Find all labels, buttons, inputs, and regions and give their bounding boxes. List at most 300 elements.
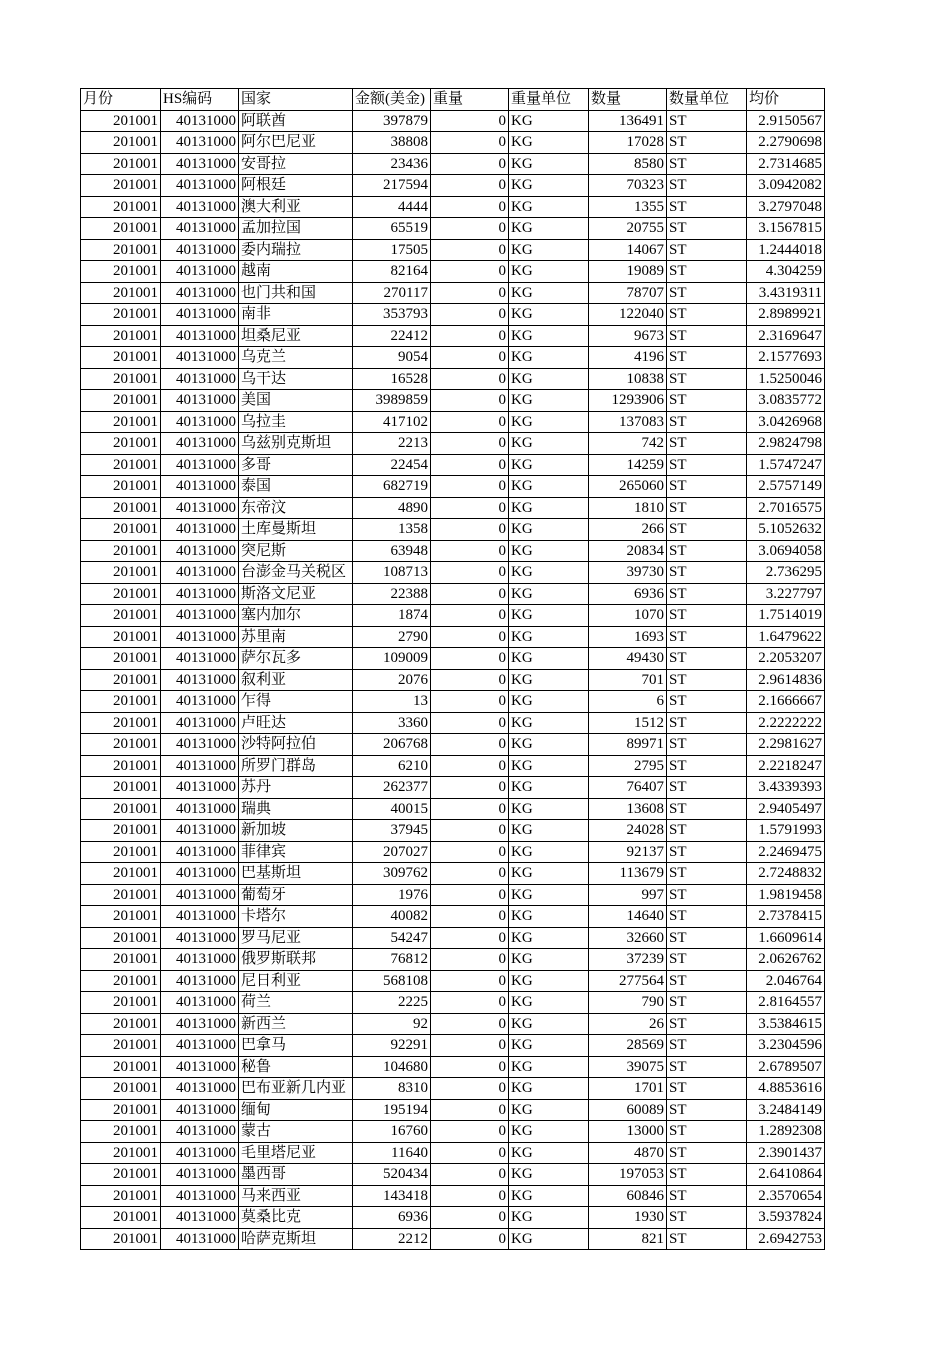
- cell-avg-price: 1.6479622: [747, 626, 825, 648]
- table-row: [81, 132, 825, 154]
- table-row: [81, 1228, 825, 1250]
- table-row: [81, 347, 825, 369]
- cell-month: 201001: [81, 712, 161, 734]
- cell-quantity: 92137: [589, 841, 667, 863]
- cell-weight-unit: KG: [509, 1164, 589, 1186]
- cell-country: 多哥: [239, 454, 353, 476]
- table-row: [81, 691, 825, 713]
- cell-quantity: 790: [589, 992, 667, 1014]
- cell-country: 所罗门群岛: [239, 755, 353, 777]
- table-row: [81, 1164, 825, 1186]
- table-row: [81, 712, 825, 734]
- cell-hs-code: 40131000: [161, 497, 239, 519]
- cell-weight-unit: KG: [509, 691, 589, 713]
- cell-country: 苏里南: [239, 626, 353, 648]
- cell-weight-unit: KG: [509, 175, 589, 197]
- cell-weight-unit: KG: [509, 669, 589, 691]
- cell-country: 塞内加尔: [239, 605, 353, 627]
- cell-country: 委内瑞拉: [239, 239, 353, 261]
- cell-avg-price: 2.7378415: [747, 906, 825, 928]
- cell-quantity-unit: ST: [667, 798, 747, 820]
- cell-quantity: 6936: [589, 583, 667, 605]
- cell-weight: 0: [431, 734, 509, 756]
- cell-quantity-unit: ST: [667, 1099, 747, 1121]
- cell-month: 201001: [81, 605, 161, 627]
- cell-quantity-unit: ST: [667, 648, 747, 670]
- cell-quantity: 26: [589, 1013, 667, 1035]
- cell-weight-unit: KG: [509, 519, 589, 541]
- cell-country: 荷兰: [239, 992, 353, 1014]
- cell-country: 尼日利亚: [239, 970, 353, 992]
- cell-country: 新西兰: [239, 1013, 353, 1035]
- cell-amount: 16760: [353, 1121, 431, 1143]
- cell-weight: 0: [431, 906, 509, 928]
- cell-country: 阿尔巴尼亚: [239, 132, 353, 154]
- cell-country: 台澎金马关税区: [239, 562, 353, 584]
- cell-month: 201001: [81, 691, 161, 713]
- cell-hs-code: 40131000: [161, 970, 239, 992]
- table-row: [81, 1078, 825, 1100]
- cell-month: 201001: [81, 1056, 161, 1078]
- cell-amount: 3989859: [353, 390, 431, 412]
- cell-weight: 0: [431, 1185, 509, 1207]
- cell-country: 巴拿马: [239, 1035, 353, 1057]
- cell-amount: 22388: [353, 583, 431, 605]
- table-row: [81, 648, 825, 670]
- cell-month: 201001: [81, 497, 161, 519]
- cell-weight: 0: [431, 497, 509, 519]
- table-row: [81, 1056, 825, 1078]
- cell-month: 201001: [81, 368, 161, 390]
- cell-weight: 0: [431, 1078, 509, 1100]
- cell-weight-unit: KG: [509, 1142, 589, 1164]
- cell-weight: 0: [431, 841, 509, 863]
- cell-quantity: 39075: [589, 1056, 667, 1078]
- cell-month: 201001: [81, 1228, 161, 1250]
- cell-month: 201001: [81, 1207, 161, 1229]
- cell-month: 201001: [81, 110, 161, 132]
- cell-amount: 353793: [353, 304, 431, 326]
- cell-month: 201001: [81, 1013, 161, 1035]
- cell-hs-code: 40131000: [161, 110, 239, 132]
- cell-quantity-unit: ST: [667, 368, 747, 390]
- cell-quantity-unit: ST: [667, 841, 747, 863]
- cell-month: 201001: [81, 648, 161, 670]
- cell-avg-price: 1.2444018: [747, 239, 825, 261]
- cell-quantity-unit: ST: [667, 820, 747, 842]
- cell-avg-price: 2.7248832: [747, 863, 825, 885]
- table-row: [81, 1207, 825, 1229]
- table-row: [81, 476, 825, 498]
- table-row: [81, 411, 825, 433]
- cell-hs-code: 40131000: [161, 992, 239, 1014]
- cell-hs-code: 40131000: [161, 1078, 239, 1100]
- cell-month: 201001: [81, 454, 161, 476]
- cell-weight-unit: KG: [509, 1035, 589, 1057]
- col-header-weight-unit: 重量单位: [509, 89, 589, 111]
- cell-weight: 0: [431, 347, 509, 369]
- cell-avg-price: 3.5937824: [747, 1207, 825, 1229]
- cell-quantity: 197053: [589, 1164, 667, 1186]
- col-header-quantity: 数量: [589, 89, 667, 111]
- cell-quantity: 60846: [589, 1185, 667, 1207]
- table-row: [81, 218, 825, 240]
- cell-month: 201001: [81, 1142, 161, 1164]
- cell-avg-price: 2.2053207: [747, 648, 825, 670]
- cell-month: 201001: [81, 863, 161, 885]
- table-row: [81, 777, 825, 799]
- cell-weight-unit: KG: [509, 1013, 589, 1035]
- cell-weight: 0: [431, 282, 509, 304]
- cell-weight: 0: [431, 175, 509, 197]
- cell-quantity-unit: ST: [667, 1142, 747, 1164]
- cell-quantity-unit: ST: [667, 691, 747, 713]
- col-header-hs-code: HS编码: [161, 89, 239, 111]
- cell-month: 201001: [81, 153, 161, 175]
- cell-quantity: 14640: [589, 906, 667, 928]
- cell-quantity: 1512: [589, 712, 667, 734]
- cell-hs-code: 40131000: [161, 734, 239, 756]
- cell-avg-price: 2.6942753: [747, 1228, 825, 1250]
- cell-amount: 104680: [353, 1056, 431, 1078]
- cell-weight: 0: [431, 1142, 509, 1164]
- cell-amount: 3360: [353, 712, 431, 734]
- table-row: [81, 1013, 825, 1035]
- cell-weight: 0: [431, 1035, 509, 1057]
- cell-country: 瑞典: [239, 798, 353, 820]
- cell-hs-code: 40131000: [161, 841, 239, 863]
- cell-hs-code: 40131000: [161, 540, 239, 562]
- table-row: [81, 433, 825, 455]
- cell-quantity-unit: ST: [667, 1035, 747, 1057]
- cell-amount: 22412: [353, 325, 431, 347]
- cell-quantity: 19089: [589, 261, 667, 283]
- cell-country: 乍得: [239, 691, 353, 713]
- cell-weight-unit: KG: [509, 540, 589, 562]
- cell-quantity-unit: ST: [667, 540, 747, 562]
- cell-weight: 0: [431, 519, 509, 541]
- cell-quantity: 742: [589, 433, 667, 455]
- cell-quantity: 265060: [589, 476, 667, 498]
- cell-avg-price: 4.8853616: [747, 1078, 825, 1100]
- col-header-month: 月份: [81, 89, 161, 111]
- cell-amount: 1874: [353, 605, 431, 627]
- cell-avg-price: 2.2222222: [747, 712, 825, 734]
- cell-country: 罗马尼亚: [239, 927, 353, 949]
- cell-weight: 0: [431, 648, 509, 670]
- cell-quantity-unit: ST: [667, 433, 747, 455]
- cell-weight-unit: KG: [509, 798, 589, 820]
- cell-quantity-unit: ST: [667, 175, 747, 197]
- cell-weight-unit: KG: [509, 1185, 589, 1207]
- cell-quantity: 28569: [589, 1035, 667, 1057]
- cell-amount: 520434: [353, 1164, 431, 1186]
- cell-amount: 92291: [353, 1035, 431, 1057]
- cell-quantity: 113679: [589, 863, 667, 885]
- cell-hs-code: 40131000: [161, 712, 239, 734]
- cell-quantity: 24028: [589, 820, 667, 842]
- cell-weight-unit: KG: [509, 1078, 589, 1100]
- cell-quantity-unit: ST: [667, 196, 747, 218]
- cell-weight: 0: [431, 540, 509, 562]
- cell-amount: 9054: [353, 347, 431, 369]
- cell-weight: 0: [431, 863, 509, 885]
- cell-avg-price: 3.0694058: [747, 540, 825, 562]
- cell-avg-price: 2.7314685: [747, 153, 825, 175]
- cell-country: 斯洛文尼亚: [239, 583, 353, 605]
- cell-quantity: 20834: [589, 540, 667, 562]
- cell-quantity-unit: ST: [667, 712, 747, 734]
- cell-month: 201001: [81, 175, 161, 197]
- cell-quantity: 49430: [589, 648, 667, 670]
- table-row: [81, 583, 825, 605]
- cell-amount: 682719: [353, 476, 431, 498]
- cell-weight: 0: [431, 626, 509, 648]
- cell-country: 阿根廷: [239, 175, 353, 197]
- table-row: [81, 1099, 825, 1121]
- table-row: [81, 755, 825, 777]
- cell-hs-code: 40131000: [161, 519, 239, 541]
- table-row: [81, 970, 825, 992]
- cell-quantity-unit: ST: [667, 218, 747, 240]
- cell-hs-code: 40131000: [161, 777, 239, 799]
- cell-hs-code: 40131000: [161, 1142, 239, 1164]
- cell-quantity: 136491: [589, 110, 667, 132]
- cell-weight: 0: [431, 562, 509, 584]
- cell-amount: 309762: [353, 863, 431, 885]
- cell-quantity: 1810: [589, 497, 667, 519]
- cell-quantity: 266: [589, 519, 667, 541]
- cell-month: 201001: [81, 347, 161, 369]
- cell-country: 巴基斯坦: [239, 863, 353, 885]
- cell-amount: 37945: [353, 820, 431, 842]
- cell-quantity: 4196: [589, 347, 667, 369]
- cell-weight: 0: [431, 884, 509, 906]
- cell-avg-price: 3.5384615: [747, 1013, 825, 1035]
- table-row: [81, 282, 825, 304]
- cell-weight-unit: KG: [509, 777, 589, 799]
- cell-avg-price: 2.7016575: [747, 497, 825, 519]
- table-row: [81, 884, 825, 906]
- cell-hs-code: 40131000: [161, 906, 239, 928]
- cell-avg-price: 2.2469475: [747, 841, 825, 863]
- cell-weight-unit: KG: [509, 1099, 589, 1121]
- cell-country: 哈萨克斯坦: [239, 1228, 353, 1250]
- cell-weight-unit: KG: [509, 734, 589, 756]
- cell-avg-price: 2.2790698: [747, 132, 825, 154]
- table-row: [81, 841, 825, 863]
- cell-month: 201001: [81, 1121, 161, 1143]
- cell-weight: 0: [431, 239, 509, 261]
- table-row: [81, 540, 825, 562]
- cell-hs-code: 40131000: [161, 626, 239, 648]
- cell-country: 南非: [239, 304, 353, 326]
- cell-hs-code: 40131000: [161, 755, 239, 777]
- cell-amount: 23436: [353, 153, 431, 175]
- cell-country: 东帝汶: [239, 497, 353, 519]
- cell-weight-unit: KG: [509, 282, 589, 304]
- cell-hs-code: 40131000: [161, 884, 239, 906]
- cell-quantity-unit: ST: [667, 992, 747, 1014]
- table-row: [81, 820, 825, 842]
- table-row: [81, 863, 825, 885]
- cell-month: 201001: [81, 583, 161, 605]
- cell-weight-unit: KG: [509, 841, 589, 863]
- cell-amount: 568108: [353, 970, 431, 992]
- table-row: [81, 927, 825, 949]
- cell-hs-code: 40131000: [161, 411, 239, 433]
- cell-quantity-unit: ST: [667, 1078, 747, 1100]
- cell-avg-price: 2.1666667: [747, 691, 825, 713]
- cell-quantity: 9673: [589, 325, 667, 347]
- cell-weight-unit: KG: [509, 970, 589, 992]
- col-header-amount: 金额(美金): [353, 89, 431, 111]
- cell-month: 201001: [81, 626, 161, 648]
- cell-quantity-unit: ST: [667, 454, 747, 476]
- cell-quantity: 20755: [589, 218, 667, 240]
- table-row: [81, 906, 825, 928]
- cell-quantity: 14067: [589, 239, 667, 261]
- cell-avg-price: 2.6410864: [747, 1164, 825, 1186]
- cell-quantity-unit: ST: [667, 863, 747, 885]
- cell-avg-price: 3.2797048: [747, 196, 825, 218]
- cell-hs-code: 40131000: [161, 325, 239, 347]
- cell-quantity: 39730: [589, 562, 667, 584]
- cell-amount: 16528: [353, 368, 431, 390]
- cell-amount: 417102: [353, 411, 431, 433]
- cell-quantity: 2795: [589, 755, 667, 777]
- cell-month: 201001: [81, 282, 161, 304]
- cell-avg-price: 2.9150567: [747, 110, 825, 132]
- cell-avg-price: 1.6609614: [747, 927, 825, 949]
- cell-weight: 0: [431, 927, 509, 949]
- cell-amount: 65519: [353, 218, 431, 240]
- cell-weight-unit: KG: [509, 1121, 589, 1143]
- cell-avg-price: 2.1577693: [747, 347, 825, 369]
- cell-hs-code: 40131000: [161, 390, 239, 412]
- cell-amount: 217594: [353, 175, 431, 197]
- cell-amount: 6936: [353, 1207, 431, 1229]
- cell-weight-unit: KG: [509, 261, 589, 283]
- table-row: [81, 734, 825, 756]
- table-row: [81, 390, 825, 412]
- cell-month: 201001: [81, 992, 161, 1014]
- cell-quantity: 1693: [589, 626, 667, 648]
- cell-weight-unit: KG: [509, 648, 589, 670]
- cell-quantity-unit: ST: [667, 884, 747, 906]
- table-row: [81, 153, 825, 175]
- cell-country: 马来西亚: [239, 1185, 353, 1207]
- cell-weight-unit: KG: [509, 433, 589, 455]
- cell-weight-unit: KG: [509, 347, 589, 369]
- cell-amount: 38808: [353, 132, 431, 154]
- cell-hs-code: 40131000: [161, 304, 239, 326]
- cell-month: 201001: [81, 1078, 161, 1100]
- cell-avg-price: 2.736295: [747, 562, 825, 584]
- table-row: [81, 562, 825, 584]
- data-table: [80, 88, 825, 1250]
- cell-amount: 1358: [353, 519, 431, 541]
- cell-quantity: 1355: [589, 196, 667, 218]
- cell-weight: 0: [431, 218, 509, 240]
- cell-weight-unit: KG: [509, 562, 589, 584]
- cell-weight-unit: KG: [509, 497, 589, 519]
- cell-avg-price: 1.5747247: [747, 454, 825, 476]
- cell-weight: 0: [431, 1013, 509, 1035]
- cell-month: 201001: [81, 540, 161, 562]
- cell-quantity-unit: ST: [667, 1013, 747, 1035]
- cell-quantity-unit: ST: [667, 1185, 747, 1207]
- cell-avg-price: 2.2981627: [747, 734, 825, 756]
- cell-hs-code: 40131000: [161, 239, 239, 261]
- cell-weight-unit: KG: [509, 1228, 589, 1250]
- cell-quantity: 78707: [589, 282, 667, 304]
- cell-month: 201001: [81, 884, 161, 906]
- table-row: [81, 519, 825, 541]
- cell-weight: 0: [431, 777, 509, 799]
- table-row: [81, 110, 825, 132]
- cell-month: 201001: [81, 476, 161, 498]
- cell-country: 澳大利亚: [239, 196, 353, 218]
- cell-hs-code: 40131000: [161, 691, 239, 713]
- cell-avg-price: 1.9819458: [747, 884, 825, 906]
- cell-weight: 0: [431, 820, 509, 842]
- cell-weight-unit: KG: [509, 1056, 589, 1078]
- cell-country: 乌克兰: [239, 347, 353, 369]
- cell-weight-unit: KG: [509, 153, 589, 175]
- cell-weight: 0: [431, 1056, 509, 1078]
- cell-month: 201001: [81, 1185, 161, 1207]
- cell-avg-price: 1.2892308: [747, 1121, 825, 1143]
- cell-quantity-unit: ST: [667, 261, 747, 283]
- cell-quantity: 14259: [589, 454, 667, 476]
- cell-quantity: 122040: [589, 304, 667, 326]
- cell-amount: 207027: [353, 841, 431, 863]
- cell-weight-unit: KG: [509, 218, 589, 240]
- cell-country: 新加坡: [239, 820, 353, 842]
- cell-quantity: 997: [589, 884, 667, 906]
- cell-avg-price: 1.5791993: [747, 820, 825, 842]
- cell-amount: 76812: [353, 949, 431, 971]
- cell-weight: 0: [431, 153, 509, 175]
- cell-country: 卢旺达: [239, 712, 353, 734]
- table-row: [81, 949, 825, 971]
- table-row: [81, 497, 825, 519]
- table-row: [81, 669, 825, 691]
- cell-month: 201001: [81, 218, 161, 240]
- cell-country: 卡塔尔: [239, 906, 353, 928]
- cell-amount: 195194: [353, 1099, 431, 1121]
- cell-avg-price: 2.9824798: [747, 433, 825, 455]
- cell-amount: 143418: [353, 1185, 431, 1207]
- col-header-avg-price: 均价: [747, 89, 825, 111]
- cell-quantity: 60089: [589, 1099, 667, 1121]
- cell-month: 201001: [81, 390, 161, 412]
- cell-weight: 0: [431, 1121, 509, 1143]
- cell-avg-price: 3.0835772: [747, 390, 825, 412]
- cell-hs-code: 40131000: [161, 648, 239, 670]
- cell-quantity-unit: ST: [667, 669, 747, 691]
- cell-weight-unit: KG: [509, 884, 589, 906]
- cell-quantity-unit: ST: [667, 132, 747, 154]
- cell-avg-price: 2.9614836: [747, 669, 825, 691]
- cell-weight: 0: [431, 992, 509, 1014]
- cell-amount: 2790: [353, 626, 431, 648]
- cell-weight-unit: KG: [509, 820, 589, 842]
- table-row: [81, 1185, 825, 1207]
- cell-hs-code: 40131000: [161, 1056, 239, 1078]
- cell-avg-price: 3.227797: [747, 583, 825, 605]
